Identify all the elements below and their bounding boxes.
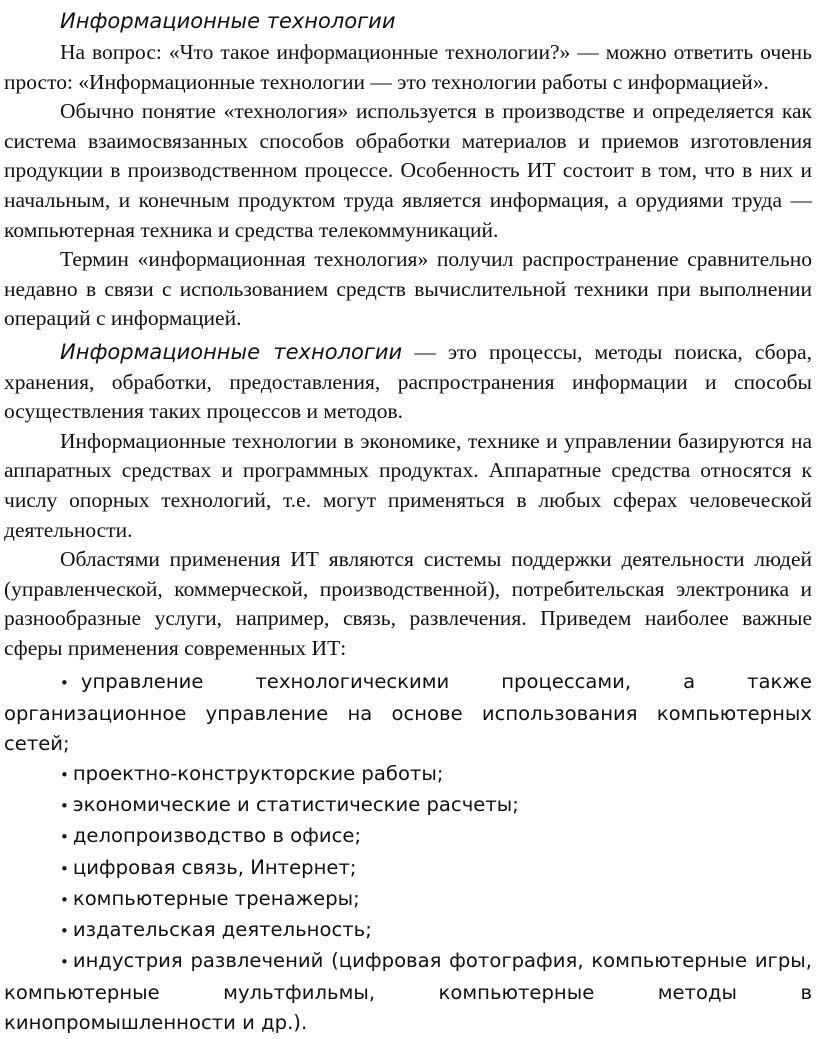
list-item — [4, 759, 812, 790]
paragraph-areas: Областями применения ИТ являются системы поддержки деятельности людей (управленческой, коммерческой, производственной), потребительская электроника и разнообразные услуги, например, связь, развлечения. Приведем наиболее важные сферы применения современных ИТ: — [4, 547, 812, 660]
list-item-text: проектно-конструкторские работы; — [72, 762, 444, 786]
list-item — [4, 667, 812, 759]
bullet-icon: • — [60, 922, 69, 941]
definition-term: Информационные технологии — [60, 339, 403, 364]
bullet-icon: • — [60, 890, 69, 909]
bullet-icon: • — [60, 859, 69, 878]
paragraph-term: Термин «информационная технология» получил распространение сравнительно недавно в связи с использованием средств вычислительной техники при выполнении операций с информацией. — [4, 247, 812, 331]
list-item — [4, 790, 812, 821]
list-item-text: делопроизводство в офисе; — [72, 824, 362, 848]
list-item-text: экономические и статистические расчеты; — [72, 793, 519, 817]
bullet-icon: • — [60, 674, 69, 693]
bullet-icon: • — [60, 828, 69, 847]
list-item — [4, 853, 812, 884]
paragraph-technology: Обычно понятие «технология» используется в производстве и определяется как система взаимосвязанных способов обработки материалов и приемов изготовления продукции в производственном процессе. Особенность ИТ состоит в том, что в них и начальным, и конечным продуктом труда является информация, а орудиями труда — компьютерная техника и средства телекоммуникаций. — [4, 99, 812, 242]
paragraph-economics: Информационные технологии в экономике, технике и управлении базируются на аппаратных средствах и программных продуктах. Аппаратные средства относятся к числу опорных технологий, т.е. могут применяться в любых сферах человеческой деятельности. — [4, 428, 812, 542]
list-item-text: индустрия развлечений (цифровая фотография, компьютерные игры, компьютерные мультфильмы, компьютерные методы в кинопромышленности и др.). — [4, 949, 812, 1034]
list-item-text: управление технологическими процессами, а также организационное управление на основе использования компьютерных сетей; — [4, 670, 812, 755]
paragraph-definition — [4, 338, 812, 427]
bullet-icon: • — [60, 797, 69, 816]
section-heading: Информационные технологии — [60, 9, 396, 33]
list-item-text: компьютерные тренажеры; — [72, 886, 360, 910]
paragraph-intro: На вопрос: «Что такое информационные технологии?» — можно ответить очень просто: «Информационные технологии — это технологии работы с информацией». — [4, 40, 812, 94]
list-item — [4, 915, 812, 946]
definition-text: — это процессы, методы поиска, сбора, хранения, обработки, предоставления, распространения информации и способы осуществления таких процессов и методов. — [4, 339, 812, 424]
list-item-text: цифровая связь, Интернет; — [72, 855, 357, 879]
list-item-text: издательская деятельность; — [72, 918, 372, 942]
bullet-icon: • — [60, 766, 69, 785]
bullet-icon: • — [60, 953, 69, 972]
list-item — [4, 884, 812, 915]
list-item — [4, 821, 812, 852]
list-item — [4, 946, 812, 1038]
application-areas-list — [4, 667, 812, 1037]
